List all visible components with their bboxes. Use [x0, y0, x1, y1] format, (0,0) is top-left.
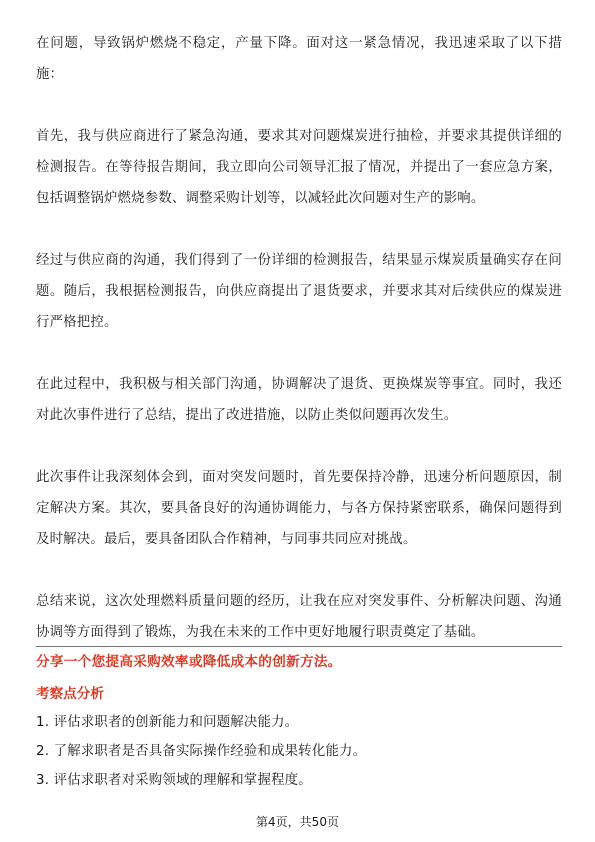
analysis-heading: 考察点分析 — [36, 686, 104, 702]
answer-body — [36, 28, 562, 679]
analysis-point: 2. 了解求职者是否具备实际操作经验和成果转化能力。 — [36, 744, 367, 759]
answer-paragraph: 在问题，导致锅炉燃烧不稳定，产量下降。面对这一紧急情况，我迅速采取了以下措施： — [36, 36, 562, 82]
page-number: 第4页，共50页 — [256, 815, 339, 829]
analysis-list — [36, 708, 366, 795]
interview-question: 分享一个您提高采购效率或降低成本的创新方法。 — [36, 654, 342, 670]
section-divider — [36, 646, 562, 647]
answer-paragraph: 首先，我与供应商进行了紧急沟通，要求其对问题煤炭进行抽检，并要求其提供详细的检测报告。在等待报告期间，我立即向公司领导汇报了情况，并提出了一套应急方案，包括调整锅炉燃烧参数、调整采购计划等，以减轻此次问题对生产的影响。 — [36, 129, 562, 206]
answer-paragraph: 此次事件让我深刻体会到，面对突发问题时，首先要保持冷静，迅速分析问题原因，制定解决方案。其次，要具备良好的沟通协调能力，与各方保持紧密联系，确保问题得到及时解决。最后，要具备团队合作精神，与同事共同应对挑战。 — [36, 470, 562, 547]
answer-paragraph: 在此过程中，我积极与相关部门沟通，协调解决了退货、更换煤炭等事宜。同时，我还对此次事件进行了总结，提出了改进措施，以防止类似问题再次发生。 — [36, 377, 562, 423]
answer-paragraph: 总结来说，这次处理燃料质量问题的经历，让我在应对突发事件、分析解决问题、沟通协调等方面得到了锻炼，为我在未来的工作中更好地履行职责奠定了基础。 — [36, 594, 562, 640]
analysis-point: 1. 评估求职者的创新能力和问题解决能力。 — [36, 715, 299, 730]
answer-paragraph: 经过与供应商的沟通，我们得到了一份详细的检测报告，结果显示煤炭质量确实存在问题。随后，我根据检测报告，向供应商提出了退货要求，并要求其对后续供应的煤炭进行严格把控。 — [36, 253, 562, 330]
analysis-point: 3. 评估求职者对采购领域的理解和掌握程度。 — [36, 773, 312, 788]
